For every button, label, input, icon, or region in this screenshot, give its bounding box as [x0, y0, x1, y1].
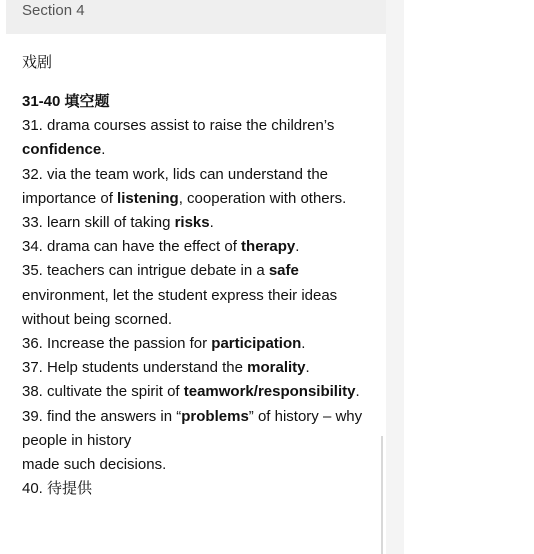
side-scroll-strip	[386, 0, 404, 554]
question-item-37: 37. Help students understand the morality.	[22, 359, 310, 377]
answer-text: morality	[247, 359, 306, 377]
question-item-38: 38. cultivate the spirit of teamwork/responsibility.	[22, 383, 360, 401]
question-content	[22, 51, 374, 501]
answer-text: listening	[117, 189, 179, 207]
question-item-32: 32. via the team work, lids can understand the importance of listening, cooperation with others.	[22, 165, 347, 207]
section-header-title: Section 4	[22, 2, 85, 19]
answer-text: teamwork/responsibility	[183, 383, 356, 401]
answer-text: safe	[268, 262, 299, 280]
answer-text: risks	[174, 214, 210, 232]
question-item-36: 36. Increase the passion for participation.	[22, 335, 306, 353]
section-name: 戏剧	[22, 54, 53, 71]
question-range-title: 31-40 填空题	[22, 93, 110, 110]
question-item-40: 40. 待提供	[22, 480, 93, 498]
question-item-34: 34. drama can have the effect of therapy.	[22, 238, 300, 256]
question-item-35: 35. teachers can intrigue debate in a safe environment, let the student express their ideas without being scorned.	[22, 262, 338, 328]
scrollbar-thumb[interactable]	[381, 436, 383, 554]
question-item-31: 31. drama courses assist to raise the children’s confidence.	[22, 117, 335, 159]
question-item-39-continued: made such decisions.	[22, 456, 167, 474]
question-item-39: 39. find the answers in “problems” of history – why people in history	[22, 407, 363, 449]
answer-text: confidence	[22, 141, 102, 159]
question-item-33: 33. learn skill of taking risks.	[22, 214, 214, 232]
answer-text: participation	[211, 335, 302, 353]
answer-text: therapy	[241, 238, 296, 256]
answer-text: problems	[181, 407, 249, 425]
